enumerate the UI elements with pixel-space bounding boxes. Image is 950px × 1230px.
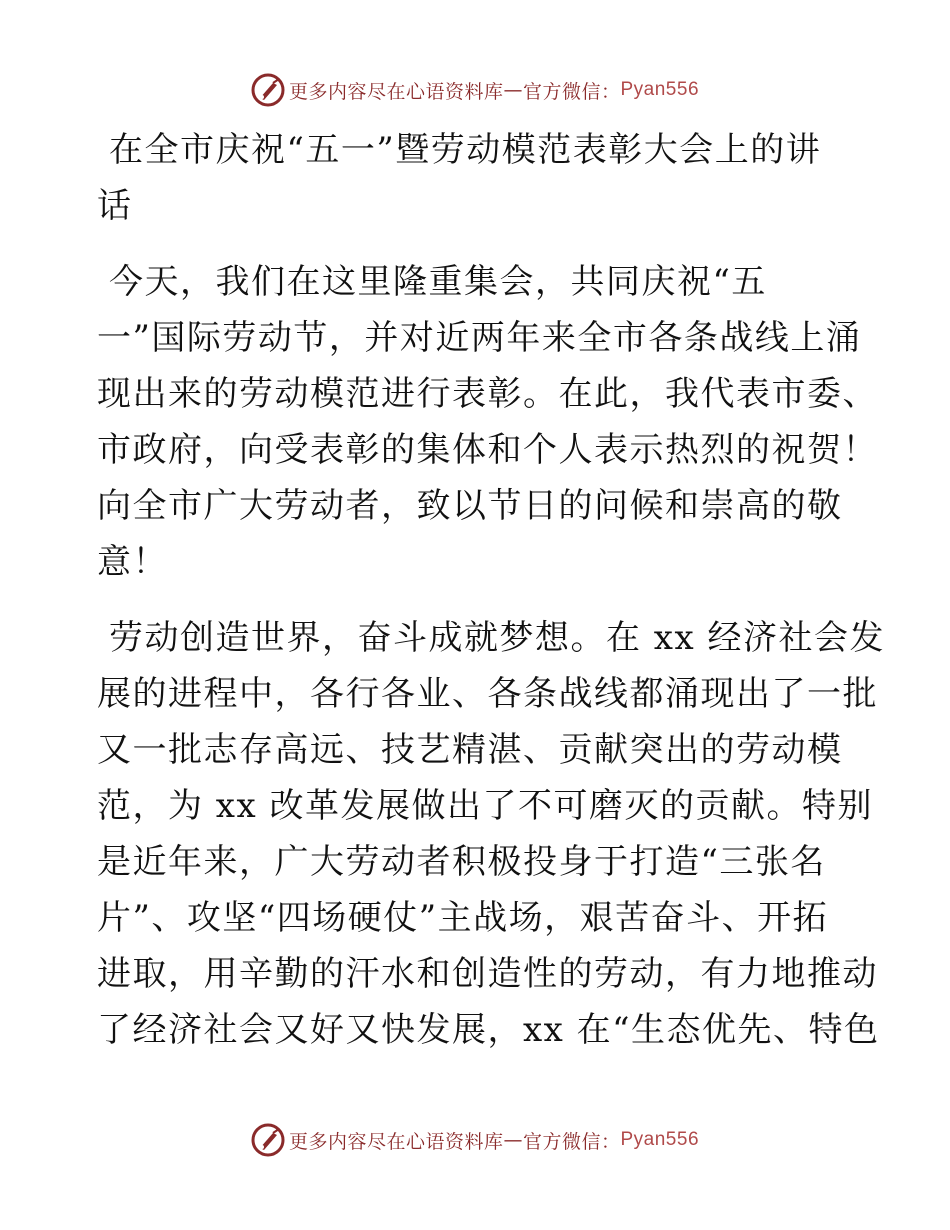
paragraph-line: 向全市广大劳动者，致以节日的问候和崇高的敬 [97, 486, 843, 526]
paragraph-line: 意！ [97, 542, 168, 582]
document-body [97, 122, 885, 1058]
title-line: 话 [97, 186, 133, 226]
paragraph-line: 一”国际劳动节，并对近两年来全市各条战线上涌 [97, 318, 862, 358]
paragraph-line: 市政府，向受表彰的集体和个人表示热烈的祝贺！ [97, 430, 878, 470]
quill-pen-logo-icon [251, 1123, 285, 1157]
banner-wechat-id: Pyan556 [620, 79, 700, 100]
paragraph-line: 现出来的劳动模范进行表彰。在此，我代表市委、 [97, 374, 878, 414]
banner-wechat-id: Pyan556 [620, 1129, 700, 1150]
banner-site-text: 更多内容尽在心语资料库 [288, 1130, 504, 1153]
banner-site-text: 更多内容尽在心语资料库 [288, 80, 504, 103]
paragraph-line: 范，为 xx 改革发展做出了不可磨灭的贡献。特别 [97, 786, 873, 826]
paragraph-line: 展的进程中，各行各业、各条战线都涌现出了一批 [97, 674, 878, 714]
paragraph-line: 又一批志存高远、技艺精湛、贡献突出的劳动模 [97, 730, 843, 770]
banner-separator: — [503, 79, 523, 101]
banner-wechat-label: 官方微信： [522, 80, 621, 103]
document-title [97, 122, 857, 234]
paragraph-line: 了经济社会又好又快发展，xx 在“生态优先、特色 [97, 1010, 880, 1050]
quill-pen-logo-icon [251, 73, 285, 107]
paragraph-line: 进取，用辛勤的汗水和创造性的劳动，有力地推动 [97, 954, 878, 994]
banner-separator: — [503, 1129, 523, 1151]
header-banner [0, 70, 950, 110]
paragraph-line: 片”、攻坚“四场硬仗”主战场，艰苦奋斗、开拓 [97, 898, 829, 938]
paragraph-line: 劳动创造世界，奋斗成就梦想。在 xx 经济社会发 [109, 618, 885, 658]
paragraph-line: 是近年来，广大劳动者积极投身于打造“三张名 [97, 842, 826, 882]
paragraph-2 [97, 610, 885, 1058]
paragraph-line: 今天，我们在这里隆重集会，共同庆祝“五 [109, 262, 767, 302]
banner-wechat-label: 官方微信： [522, 1130, 621, 1153]
title-line: 在全市庆祝“五一”暨劳动模范表彰大会上的讲 [109, 130, 822, 170]
paragraph-1 [97, 254, 878, 590]
footer-banner [0, 1120, 950, 1160]
